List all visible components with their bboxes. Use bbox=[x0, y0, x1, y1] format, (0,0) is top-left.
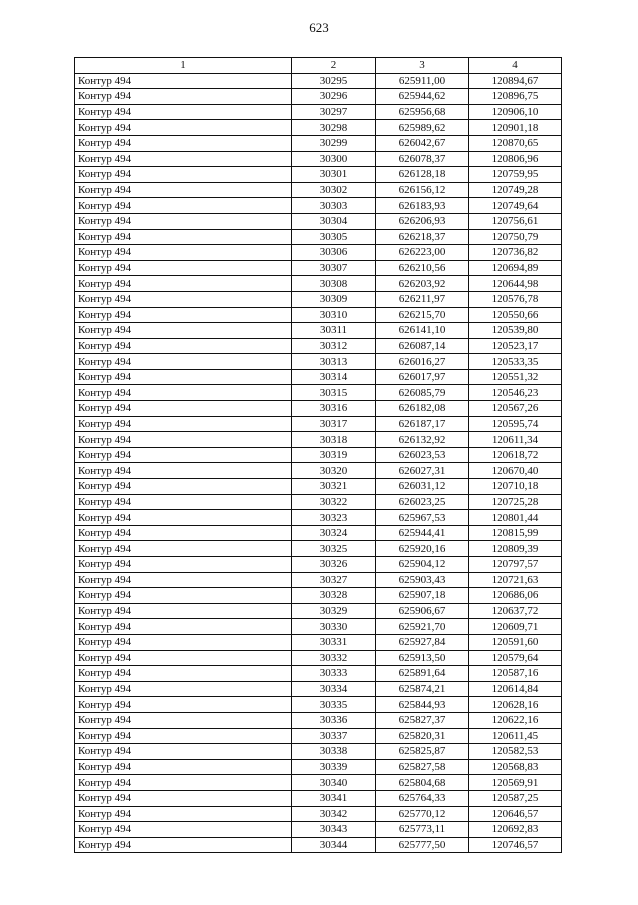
table-row bbox=[75, 416, 562, 432]
table-row bbox=[75, 822, 562, 838]
point-number-cell: 30310 bbox=[292, 307, 376, 323]
x-coordinate-cell: 626183,93 bbox=[376, 198, 469, 214]
contour-name-cell: Контур 494 bbox=[75, 89, 292, 105]
contour-name-cell: Контур 494 bbox=[75, 338, 292, 354]
point-number-cell: 30322 bbox=[292, 494, 376, 510]
table-row bbox=[75, 307, 562, 323]
contour-name-cell: Контур 494 bbox=[75, 666, 292, 682]
y-coordinate-cell: 120694,89 bbox=[469, 260, 562, 276]
y-coordinate-cell: 120710,18 bbox=[469, 479, 562, 495]
contour-name-cell: Контур 494 bbox=[75, 401, 292, 417]
contour-name-cell: Контур 494 bbox=[75, 104, 292, 120]
y-coordinate-cell: 120546,23 bbox=[469, 385, 562, 401]
contour-name-cell: Контур 494 bbox=[75, 369, 292, 385]
x-coordinate-cell: 626141,10 bbox=[376, 323, 469, 339]
table-row bbox=[75, 260, 562, 276]
point-number-cell: 30324 bbox=[292, 525, 376, 541]
x-coordinate-cell: 625944,62 bbox=[376, 89, 469, 105]
point-number-cell: 30297 bbox=[292, 104, 376, 120]
x-coordinate-cell: 626132,92 bbox=[376, 432, 469, 448]
x-coordinate-cell: 625804,68 bbox=[376, 775, 469, 791]
x-coordinate-cell: 625844,93 bbox=[376, 697, 469, 713]
point-number-cell: 30338 bbox=[292, 744, 376, 760]
y-coordinate-cell: 120611,45 bbox=[469, 728, 562, 744]
y-coordinate-cell: 120523,17 bbox=[469, 338, 562, 354]
table-row bbox=[75, 557, 562, 573]
contour-name-cell: Контур 494 bbox=[75, 510, 292, 526]
contour-name-cell: Контур 494 bbox=[75, 634, 292, 650]
x-coordinate-cell: 625825,87 bbox=[376, 744, 469, 760]
contour-name-cell: Контур 494 bbox=[75, 432, 292, 448]
table-row bbox=[75, 291, 562, 307]
table-row bbox=[75, 588, 562, 604]
x-coordinate-cell: 625944,41 bbox=[376, 525, 469, 541]
table-row bbox=[75, 744, 562, 760]
y-coordinate-cell: 120609,71 bbox=[469, 619, 562, 635]
x-coordinate-cell: 626087,14 bbox=[376, 338, 469, 354]
x-coordinate-cell: 625903,43 bbox=[376, 572, 469, 588]
table-row bbox=[75, 728, 562, 744]
contour-name-cell: Контур 494 bbox=[75, 463, 292, 479]
point-number-cell: 30308 bbox=[292, 276, 376, 292]
table-row bbox=[75, 104, 562, 120]
point-number-cell: 30312 bbox=[292, 338, 376, 354]
point-number-cell: 30303 bbox=[292, 198, 376, 214]
table-row bbox=[75, 385, 562, 401]
x-coordinate-cell: 625907,18 bbox=[376, 588, 469, 604]
table-row bbox=[75, 120, 562, 136]
x-coordinate-cell: 625920,16 bbox=[376, 541, 469, 557]
point-number-cell: 30307 bbox=[292, 260, 376, 276]
header-cell-4: 4 bbox=[469, 58, 562, 74]
header-cell-2: 2 bbox=[292, 58, 376, 74]
contour-name-cell: Контур 494 bbox=[75, 759, 292, 775]
point-number-cell: 30318 bbox=[292, 432, 376, 448]
contour-name-cell: Контур 494 bbox=[75, 213, 292, 229]
table-row bbox=[75, 369, 562, 385]
y-coordinate-cell: 120686,06 bbox=[469, 588, 562, 604]
contour-name-cell: Контур 494 bbox=[75, 276, 292, 292]
table-row bbox=[75, 759, 562, 775]
y-coordinate-cell: 120622,16 bbox=[469, 712, 562, 728]
contour-name-cell: Контур 494 bbox=[75, 151, 292, 167]
contour-name-cell: Контур 494 bbox=[75, 182, 292, 198]
x-coordinate-cell: 626031,12 bbox=[376, 479, 469, 495]
x-coordinate-cell: 626182,08 bbox=[376, 401, 469, 417]
contour-name-cell: Контур 494 bbox=[75, 790, 292, 806]
point-number-cell: 30305 bbox=[292, 229, 376, 245]
contour-name-cell: Контур 494 bbox=[75, 323, 292, 339]
contour-name-cell: Контур 494 bbox=[75, 354, 292, 370]
y-coordinate-cell: 120628,16 bbox=[469, 697, 562, 713]
table-row bbox=[75, 775, 562, 791]
x-coordinate-cell: 626215,70 bbox=[376, 307, 469, 323]
point-number-cell: 30342 bbox=[292, 806, 376, 822]
y-coordinate-cell: 120801,44 bbox=[469, 510, 562, 526]
y-coordinate-cell: 120749,64 bbox=[469, 198, 562, 214]
point-number-cell: 30295 bbox=[292, 73, 376, 89]
point-number-cell: 30314 bbox=[292, 369, 376, 385]
point-number-cell: 30330 bbox=[292, 619, 376, 635]
contour-name-cell: Контур 494 bbox=[75, 416, 292, 432]
y-coordinate-cell: 120611,34 bbox=[469, 432, 562, 448]
contour-name-cell: Контур 494 bbox=[75, 385, 292, 401]
y-coordinate-cell: 120809,39 bbox=[469, 541, 562, 557]
point-number-cell: 30339 bbox=[292, 759, 376, 775]
point-number-cell: 30327 bbox=[292, 572, 376, 588]
y-coordinate-cell: 120749,28 bbox=[469, 182, 562, 198]
y-coordinate-cell: 120670,40 bbox=[469, 463, 562, 479]
y-coordinate-cell: 120692,83 bbox=[469, 822, 562, 838]
contour-name-cell: Контур 494 bbox=[75, 525, 292, 541]
y-coordinate-cell: 120533,35 bbox=[469, 354, 562, 370]
table-row bbox=[75, 790, 562, 806]
y-coordinate-cell: 120896,75 bbox=[469, 89, 562, 105]
x-coordinate-cell: 625906,67 bbox=[376, 603, 469, 619]
point-number-cell: 30298 bbox=[292, 120, 376, 136]
x-coordinate-cell: 625913,50 bbox=[376, 650, 469, 666]
table-body bbox=[75, 73, 562, 853]
table-row bbox=[75, 198, 562, 214]
point-number-cell: 30301 bbox=[292, 167, 376, 183]
y-coordinate-cell: 120746,57 bbox=[469, 837, 562, 853]
y-coordinate-cell: 120582,53 bbox=[469, 744, 562, 760]
y-coordinate-cell: 120587,16 bbox=[469, 666, 562, 682]
contour-name-cell: Контур 494 bbox=[75, 697, 292, 713]
y-coordinate-cell: 120568,83 bbox=[469, 759, 562, 775]
point-number-cell: 30315 bbox=[292, 385, 376, 401]
point-number-cell: 30340 bbox=[292, 775, 376, 791]
point-number-cell: 30335 bbox=[292, 697, 376, 713]
y-coordinate-cell: 120550,66 bbox=[469, 307, 562, 323]
contour-name-cell: Контур 494 bbox=[75, 822, 292, 838]
y-coordinate-cell: 120576,78 bbox=[469, 291, 562, 307]
y-coordinate-cell: 120797,57 bbox=[469, 557, 562, 573]
table-row bbox=[75, 182, 562, 198]
point-number-cell: 30296 bbox=[292, 89, 376, 105]
y-coordinate-cell: 120721,63 bbox=[469, 572, 562, 588]
contour-name-cell: Контур 494 bbox=[75, 167, 292, 183]
contour-name-cell: Контур 494 bbox=[75, 541, 292, 557]
x-coordinate-cell: 626023,53 bbox=[376, 447, 469, 463]
x-coordinate-cell: 625827,37 bbox=[376, 712, 469, 728]
y-coordinate-cell: 120756,61 bbox=[469, 213, 562, 229]
x-coordinate-cell: 626223,00 bbox=[376, 245, 469, 261]
table-row bbox=[75, 510, 562, 526]
table-row bbox=[75, 323, 562, 339]
point-number-cell: 30309 bbox=[292, 291, 376, 307]
x-coordinate-cell: 625770,12 bbox=[376, 806, 469, 822]
x-coordinate-cell: 625904,12 bbox=[376, 557, 469, 573]
x-coordinate-cell: 626078,37 bbox=[376, 151, 469, 167]
x-coordinate-cell: 626023,25 bbox=[376, 494, 469, 510]
contour-name-cell: Контур 494 bbox=[75, 681, 292, 697]
table-row bbox=[75, 697, 562, 713]
y-coordinate-cell: 120579,64 bbox=[469, 650, 562, 666]
x-coordinate-cell: 625891,64 bbox=[376, 666, 469, 682]
y-coordinate-cell: 120587,25 bbox=[469, 790, 562, 806]
table-row bbox=[75, 73, 562, 89]
contour-name-cell: Контур 494 bbox=[75, 307, 292, 323]
y-coordinate-cell: 120759,95 bbox=[469, 167, 562, 183]
x-coordinate-cell: 625911,00 bbox=[376, 73, 469, 89]
contour-name-cell: Контур 494 bbox=[75, 744, 292, 760]
contour-name-cell: Контур 494 bbox=[75, 198, 292, 214]
x-coordinate-cell: 625921,70 bbox=[376, 619, 469, 635]
contour-name-cell: Контур 494 bbox=[75, 229, 292, 245]
table-row bbox=[75, 354, 562, 370]
contour-name-cell: Контур 494 bbox=[75, 291, 292, 307]
contour-name-cell: Контур 494 bbox=[75, 245, 292, 261]
y-coordinate-cell: 120806,96 bbox=[469, 151, 562, 167]
table-row bbox=[75, 401, 562, 417]
y-coordinate-cell: 120750,79 bbox=[469, 229, 562, 245]
header-row bbox=[75, 58, 562, 74]
point-number-cell: 30341 bbox=[292, 790, 376, 806]
table-row bbox=[75, 151, 562, 167]
table-header bbox=[75, 58, 562, 74]
x-coordinate-cell: 626128,18 bbox=[376, 167, 469, 183]
point-number-cell: 30331 bbox=[292, 634, 376, 650]
x-coordinate-cell: 625967,53 bbox=[376, 510, 469, 526]
table-row bbox=[75, 525, 562, 541]
point-number-cell: 30337 bbox=[292, 728, 376, 744]
table-row bbox=[75, 276, 562, 292]
x-coordinate-cell: 625820,31 bbox=[376, 728, 469, 744]
point-number-cell: 30325 bbox=[292, 541, 376, 557]
point-number-cell: 30299 bbox=[292, 135, 376, 151]
x-coordinate-cell: 625827,58 bbox=[376, 759, 469, 775]
x-coordinate-cell: 626218,37 bbox=[376, 229, 469, 245]
x-coordinate-cell: 626156,12 bbox=[376, 182, 469, 198]
point-number-cell: 30311 bbox=[292, 323, 376, 339]
y-coordinate-cell: 120894,67 bbox=[469, 73, 562, 89]
point-number-cell: 30306 bbox=[292, 245, 376, 261]
contour-name-cell: Контур 494 bbox=[75, 479, 292, 495]
contour-name-cell: Контур 494 bbox=[75, 712, 292, 728]
y-coordinate-cell: 120614,84 bbox=[469, 681, 562, 697]
page-number: 623 bbox=[309, 20, 329, 35]
point-number-cell: 30336 bbox=[292, 712, 376, 728]
table-row bbox=[75, 712, 562, 728]
y-coordinate-cell: 120644,98 bbox=[469, 276, 562, 292]
y-coordinate-cell: 120567,26 bbox=[469, 401, 562, 417]
table-row bbox=[75, 245, 562, 261]
table-row bbox=[75, 463, 562, 479]
point-number-cell: 30326 bbox=[292, 557, 376, 573]
y-coordinate-cell: 120595,74 bbox=[469, 416, 562, 432]
x-coordinate-cell: 626042,67 bbox=[376, 135, 469, 151]
contour-name-cell: Контур 494 bbox=[75, 73, 292, 89]
table-row bbox=[75, 338, 562, 354]
table-row bbox=[75, 666, 562, 682]
contour-name-cell: Контур 494 bbox=[75, 557, 292, 573]
contour-name-cell: Контур 494 bbox=[75, 120, 292, 136]
point-number-cell: 30334 bbox=[292, 681, 376, 697]
contour-name-cell: Контур 494 bbox=[75, 603, 292, 619]
header-cell-3: 3 bbox=[376, 58, 469, 74]
table-row bbox=[75, 447, 562, 463]
y-coordinate-cell: 120901,18 bbox=[469, 120, 562, 136]
y-coordinate-cell: 120591,60 bbox=[469, 634, 562, 650]
table-row bbox=[75, 634, 562, 650]
table-row bbox=[75, 650, 562, 666]
x-coordinate-cell: 626210,56 bbox=[376, 260, 469, 276]
point-number-cell: 30320 bbox=[292, 463, 376, 479]
y-coordinate-cell: 120551,32 bbox=[469, 369, 562, 385]
point-number-cell: 30344 bbox=[292, 837, 376, 853]
x-coordinate-cell: 626206,93 bbox=[376, 213, 469, 229]
x-coordinate-cell: 625773,11 bbox=[376, 822, 469, 838]
point-number-cell: 30313 bbox=[292, 354, 376, 370]
y-coordinate-cell: 120906,10 bbox=[469, 104, 562, 120]
table-row bbox=[75, 572, 562, 588]
point-number-cell: 30332 bbox=[292, 650, 376, 666]
x-coordinate-cell: 626085,79 bbox=[376, 385, 469, 401]
table-row bbox=[75, 479, 562, 495]
x-coordinate-cell: 625989,62 bbox=[376, 120, 469, 136]
table-row bbox=[75, 541, 562, 557]
y-coordinate-cell: 120569,91 bbox=[469, 775, 562, 791]
table-row bbox=[75, 494, 562, 510]
table-row bbox=[75, 619, 562, 635]
contour-name-cell: Контур 494 bbox=[75, 806, 292, 822]
y-coordinate-cell: 120725,28 bbox=[469, 494, 562, 510]
table-row bbox=[75, 681, 562, 697]
x-coordinate-cell: 626017,97 bbox=[376, 369, 469, 385]
contour-name-cell: Контур 494 bbox=[75, 650, 292, 666]
point-number-cell: 30300 bbox=[292, 151, 376, 167]
table-row bbox=[75, 432, 562, 448]
point-number-cell: 30302 bbox=[292, 182, 376, 198]
header-cell-1: 1 bbox=[75, 58, 292, 74]
table-row bbox=[75, 135, 562, 151]
contour-name-cell: Контур 494 bbox=[75, 135, 292, 151]
contour-name-cell: Контур 494 bbox=[75, 837, 292, 853]
x-coordinate-cell: 626187,17 bbox=[376, 416, 469, 432]
table-row bbox=[75, 603, 562, 619]
table-row bbox=[75, 229, 562, 245]
point-number-cell: 30321 bbox=[292, 479, 376, 495]
point-number-cell: 30329 bbox=[292, 603, 376, 619]
point-number-cell: 30328 bbox=[292, 588, 376, 604]
y-coordinate-cell: 120870,65 bbox=[469, 135, 562, 151]
contour-name-cell: Контур 494 bbox=[75, 447, 292, 463]
table-row bbox=[75, 806, 562, 822]
point-number-cell: 30323 bbox=[292, 510, 376, 526]
contour-name-cell: Контур 494 bbox=[75, 260, 292, 276]
point-number-cell: 30319 bbox=[292, 447, 376, 463]
x-coordinate-cell: 626027,31 bbox=[376, 463, 469, 479]
contour-name-cell: Контур 494 bbox=[75, 775, 292, 791]
point-number-cell: 30333 bbox=[292, 666, 376, 682]
x-coordinate-cell: 625956,68 bbox=[376, 104, 469, 120]
point-number-cell: 30316 bbox=[292, 401, 376, 417]
table-row bbox=[75, 837, 562, 853]
contour-name-cell: Контур 494 bbox=[75, 572, 292, 588]
x-coordinate-cell: 626211,97 bbox=[376, 291, 469, 307]
y-coordinate-cell: 120637,72 bbox=[469, 603, 562, 619]
x-coordinate-cell: 625874,21 bbox=[376, 681, 469, 697]
contour-name-cell: Контур 494 bbox=[75, 728, 292, 744]
contour-name-cell: Контур 494 bbox=[75, 494, 292, 510]
coordinates-table bbox=[74, 57, 562, 853]
table-row bbox=[75, 213, 562, 229]
point-number-cell: 30343 bbox=[292, 822, 376, 838]
x-coordinate-cell: 625927,84 bbox=[376, 634, 469, 650]
table-row bbox=[75, 89, 562, 105]
x-coordinate-cell: 626203,92 bbox=[376, 276, 469, 292]
y-coordinate-cell: 120539,80 bbox=[469, 323, 562, 339]
y-coordinate-cell: 120736,82 bbox=[469, 245, 562, 261]
y-coordinate-cell: 120618,72 bbox=[469, 447, 562, 463]
point-number-cell: 30304 bbox=[292, 213, 376, 229]
x-coordinate-cell: 625764,33 bbox=[376, 790, 469, 806]
contour-name-cell: Контур 494 bbox=[75, 588, 292, 604]
table-row bbox=[75, 167, 562, 183]
y-coordinate-cell: 120815,99 bbox=[469, 525, 562, 541]
y-coordinate-cell: 120646,57 bbox=[469, 806, 562, 822]
x-coordinate-cell: 626016,27 bbox=[376, 354, 469, 370]
contour-name-cell: Контур 494 bbox=[75, 619, 292, 635]
point-number-cell: 30317 bbox=[292, 416, 376, 432]
x-coordinate-cell: 625777,50 bbox=[376, 837, 469, 853]
